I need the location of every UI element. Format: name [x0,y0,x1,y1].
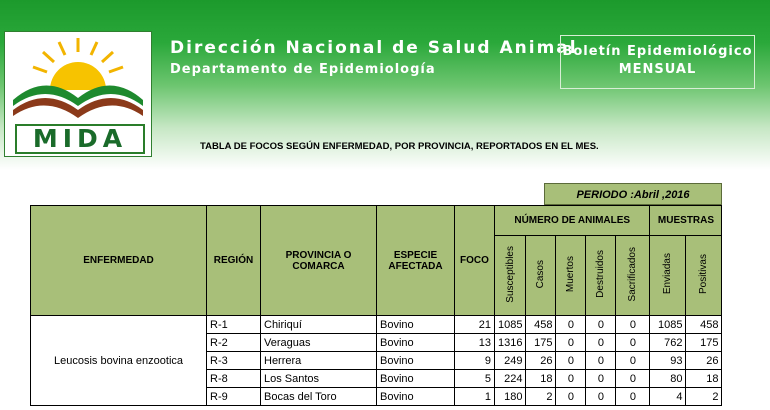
bulletin-badge [560,35,755,89]
cell-muertos: 0 [556,334,586,352]
cell-destruidos: 0 [586,370,616,388]
col-sacrificados: Sacrificados [616,236,650,316]
mida-logo [4,31,152,157]
sun-field-icon [5,32,151,122]
col-enviadas: Enviadas [650,236,686,316]
cell-casos: 175 [526,334,556,352]
bulletin-line2: MENSUAL [618,62,697,77]
col-numero-animales: NÚMERO DE ANIMALES [495,206,650,236]
org-title: Dirección Nacional de Salud Animal [170,38,578,58]
cell-positivas: 26 [686,352,722,370]
table-title: TABLA DE FOCOS SEGÚN ENFERMEDAD, POR PROVINCIA, REPORTADOS EN EL MES. [200,141,599,152]
cell-foco: 9 [455,352,495,370]
cell-foco: 1 [455,388,495,406]
col-casos: Casos [526,236,556,316]
cell-foco: 5 [455,370,495,388]
cell-susceptibles: 180 [495,388,526,406]
cell-foco: 21 [455,316,495,334]
cell-susceptibles: 1085 [495,316,526,334]
cell-muertos: 0 [556,352,586,370]
cell-destruidos: 0 [586,388,616,406]
cell-positivas: 458 [686,316,722,334]
cell-foco: 13 [455,334,495,352]
bulletin-line1: Boletín Epidemiológico [562,44,753,59]
cell-enviadas: 93 [650,352,686,370]
cell-muertos: 0 [556,316,586,334]
cell-region: R-2 [207,334,261,352]
cell-provincia: Los Santos [261,370,377,388]
cell-casos: 2 [526,388,556,406]
cell-casos: 458 [526,316,556,334]
cell-susceptibles: 249 [495,352,526,370]
col-positivas: Positivas [686,236,722,316]
cell-muertos: 0 [556,370,586,388]
cell-enviadas: 762 [650,334,686,352]
cell-especie: Bovino [377,370,455,388]
col-provincia: PROVINCIA O COMARCA [261,206,377,316]
cell-enviadas: 4 [650,388,686,406]
cell-especie: Bovino [377,334,455,352]
col-foco: FOCO [455,206,495,316]
cell-region: R-9 [207,388,261,406]
cell-especie: Bovino [377,388,455,406]
cell-casos: 18 [526,370,556,388]
cell-destruidos: 0 [586,316,616,334]
cell-susceptibles: 224 [495,370,526,388]
cell-positivas: 2 [686,388,722,406]
cell-especie: Bovino [377,316,455,334]
col-muertos: Muertos [556,236,586,316]
cell-region: R-1 [207,316,261,334]
col-region: REGIÓN [207,206,261,316]
col-susceptibles: Susceptibles [495,236,526,316]
period-label: PERIODO :Abril ,2016 [544,183,722,205]
cell-especie: Bovino [377,352,455,370]
cell-region: R-8 [207,370,261,388]
cell-provincia: Chiriquí [261,316,377,334]
cell-casos: 26 [526,352,556,370]
org-subtitle: Departamento de Epidemiología [170,62,436,77]
cell-sacrificados: 0 [616,370,650,388]
focos-table [30,205,722,406]
col-especie: ESPECIE AFECTADA [377,206,455,316]
cell-enviadas: 80 [650,370,686,388]
logo-text: MIDA [15,124,145,154]
cell-susceptibles: 1316 [495,334,526,352]
cell-region: R-3 [207,352,261,370]
col-enfermedad: ENFERMEDAD [31,206,207,316]
cell-positivas: 175 [686,334,722,352]
disease-cell: Leucosis bovina enzootica [31,316,207,406]
cell-provincia: Veraguas [261,334,377,352]
cell-sacrificados: 0 [616,388,650,406]
cell-sacrificados: 0 [616,352,650,370]
cell-provincia: Herrera [261,352,377,370]
cell-provincia: Bocas del Toro [261,388,377,406]
col-muestras: MUESTRAS [650,206,722,236]
cell-positivas: 18 [686,370,722,388]
cell-destruidos: 0 [586,352,616,370]
cell-sacrificados: 0 [616,334,650,352]
cell-sacrificados: 0 [616,316,650,334]
cell-muertos: 0 [556,388,586,406]
cell-enviadas: 1085 [650,316,686,334]
cell-destruidos: 0 [586,334,616,352]
table-row [31,316,722,334]
col-destruidos: Destruidos [586,236,616,316]
